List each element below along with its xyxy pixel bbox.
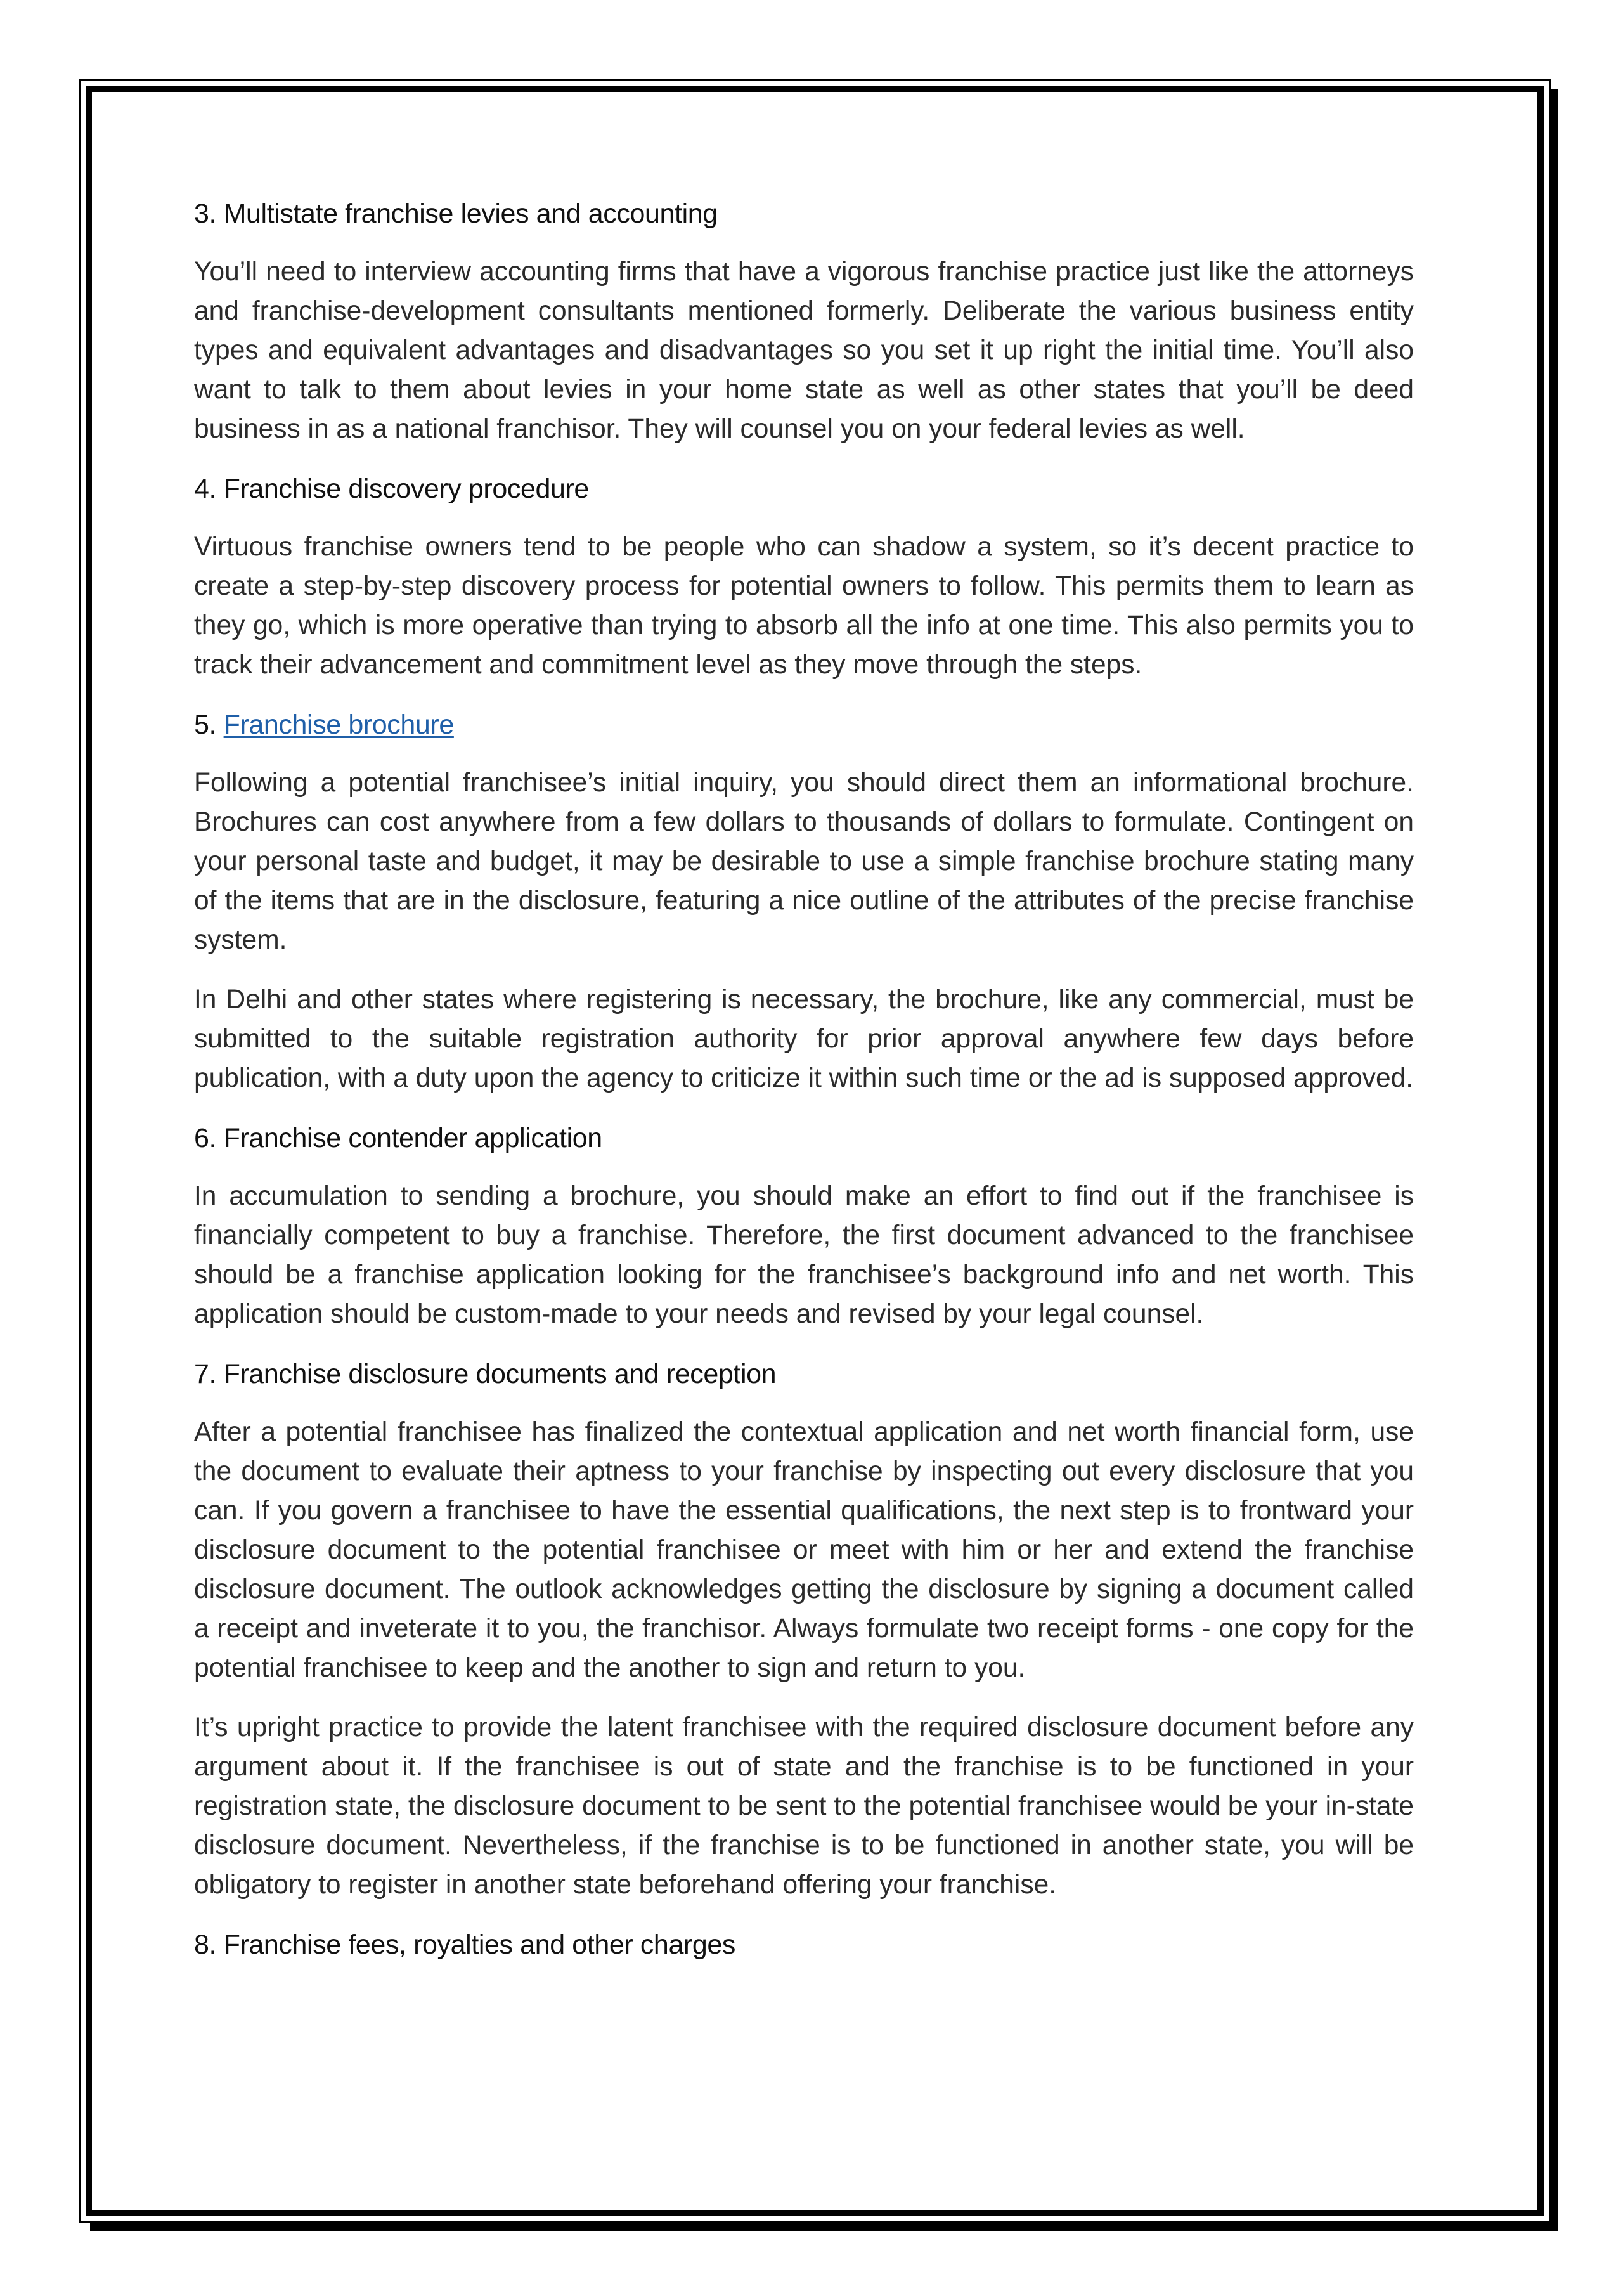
section-6-paragraph-1: In accumulation to sending a brochure, you should make an effort to find out if the franchisee is financially competent to buy a franchise. Therefore, the first document advanced to the franchisee should be a franchise application looking for the franchisee’s background info and net worth. This application should be custom-made to your needs and revised by your legal counsel. [194,1181,1414,1329]
franchise-brochure-link[interactable]: Franchise brochure [223,710,454,740]
section-heading-8: 8. Franchise fees, royalties and other charges [194,1930,736,1960]
section-5-paragraph-2: In Delhi and other states where registering is necessary, the brochure, like any commercial, must be submitted to the suitable registration authority for prior approval anywhere few days before publication, with a duty upon the agency to criticize it within such time or the ad is supposed approved. [194,985,1414,1093]
section-7-paragraph-2: It’s upright practice to provide the latent franchisee with the required disclosure document before any argument about it. If the franchisee is out of state and the franchise is to be functioned in your registration state, the disclosure document to be sent to the potential franchisee would be your in-state disclosure document. Nevertheless, if the franchise is to be functioned in another state, you will be obligatory to register in another state beforehand offering your franchise. [194,1713,1414,1900]
section-4-paragraph-1: Virtuous franchise owners tend to be people who can shadow a system, so it’s decent practice to create a step-by-step discovery process for potential owners to follow. This permits them to learn as they go, which is more operative than trying to absorb all the info at one time. This also permits you to track their advancement and commitment level as they move through the steps. [194,532,1414,680]
section-heading-7: 7. Franchise disclosure documents and reception [194,1359,777,1389]
section-7-paragraph-1: After a potential franchisee has finalized the contextual application and net worth financial form, use the document to evaluate their aptness to your franchise by inspecting out every disclosure that you can. If you govern a franchisee to have the essential qualifications, the next step is to frontward your disclosure document to the potential franchisee or meet with him or her and extend the franchise disclosure document. The outlook acknowledges getting the disclosure by signing a document called a receipt and inveterate it to you, the franchisor. Always formulate two receipt forms - one copy for the potential franchisee to keep and the another to sign and return to you. [194,1417,1414,1683]
section-heading-4: 4. Franchise discovery procedure [194,474,589,504]
section-5-number: 5. [194,710,224,740]
section-5-paragraph-1: Following a potential franchisee’s initial inquiry, you should direct them an informational brochure. Brochures can cost anywhere from a few dollars to thousands of dollars to formulate. Contingent on your personal taste and budget, it may be desirable to use a simple franchise brochure stating many of the items that are in the disclosure, featuring a nice outline of the attributes of the precise franchise system. [194,768,1414,955]
section-heading-3: 3. Multistate franchise levies and accounting [194,198,718,229]
section-heading-5 [194,705,1414,744]
document-body [194,194,1414,1983]
section-3-paragraph-1: You’ll need to interview accounting firms that have a vigorous franchise practice just like the attorneys and franchise-development consultants mentioned formerly. Deliberate the various business entity types and equivalent advantages and disadvantages so you set it up right the initial time. You’ll also want to talk to them about levies in your home state as well as other states that you’ll be deed business in as a national franchisor. They will counsel you on your federal levies as well. [194,257,1414,444]
section-heading-6: 6. Franchise contender application [194,1123,602,1153]
